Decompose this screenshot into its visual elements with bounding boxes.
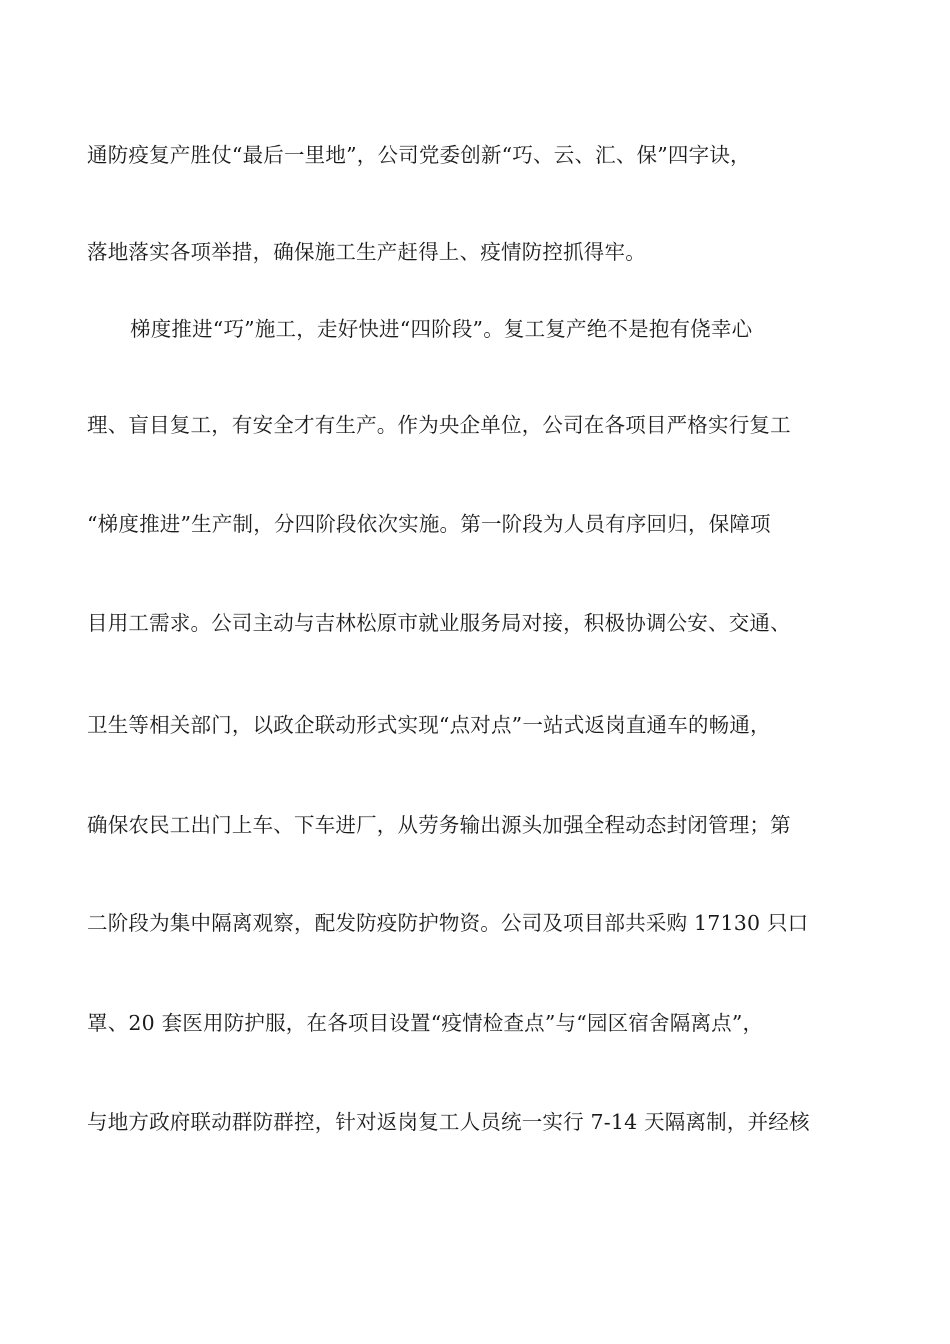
paragraph-line-3: 梯度推进“巧”施工，走好快进“四阶段”。复工复产绝不是抱有侥幸心 [130,317,753,341]
paragraph-line-8: 确保农民工出门上车、下车进厂，从劳务输出源头加强全程动态封闭管理；第 [87,813,791,837]
paragraph-line-1: 通防疫复产胜仗“最后一里地”，公司党委创新“巧、云、汇、保”四字诀， [87,143,751,167]
paragraph-line-4: 理、盲目复工，有安全才有生产。作为央企单位，公司在各项目严格实行复工 [87,413,791,437]
paragraph-line-7: 卫生等相关部门，以政企联动形式实现“点对点”一站式返岗直通车的畅通， [87,713,771,737]
paragraph-line-9: 二阶段为集中隔离观察，配发防疫防护物资。公司及项目部共采购 17130 只口 [87,911,809,935]
paragraph-line-5: “梯度推进”生产制，分四阶段依次实施。第一阶段为人员有序回归，保障项 [87,512,771,536]
paragraph-line-2: 落地落实各项举措，确保施工生产赶得上、疫情防控抓得牢。 [87,240,646,264]
paragraph-line-11: 与地方政府联动群防群控，针对返岗复工人员统一实行 7-14 天隔离制，并经核 [87,1110,810,1134]
paragraph-line-10: 罩、20 套医用防护服，在各项目设置“疫情检查点”与“园区宿舍隔离点”， [87,1011,764,1035]
paragraph-line-6: 目用工需求。公司主动与吉林松原市就业服务局对接，积极协调公安、交通、 [87,611,791,635]
